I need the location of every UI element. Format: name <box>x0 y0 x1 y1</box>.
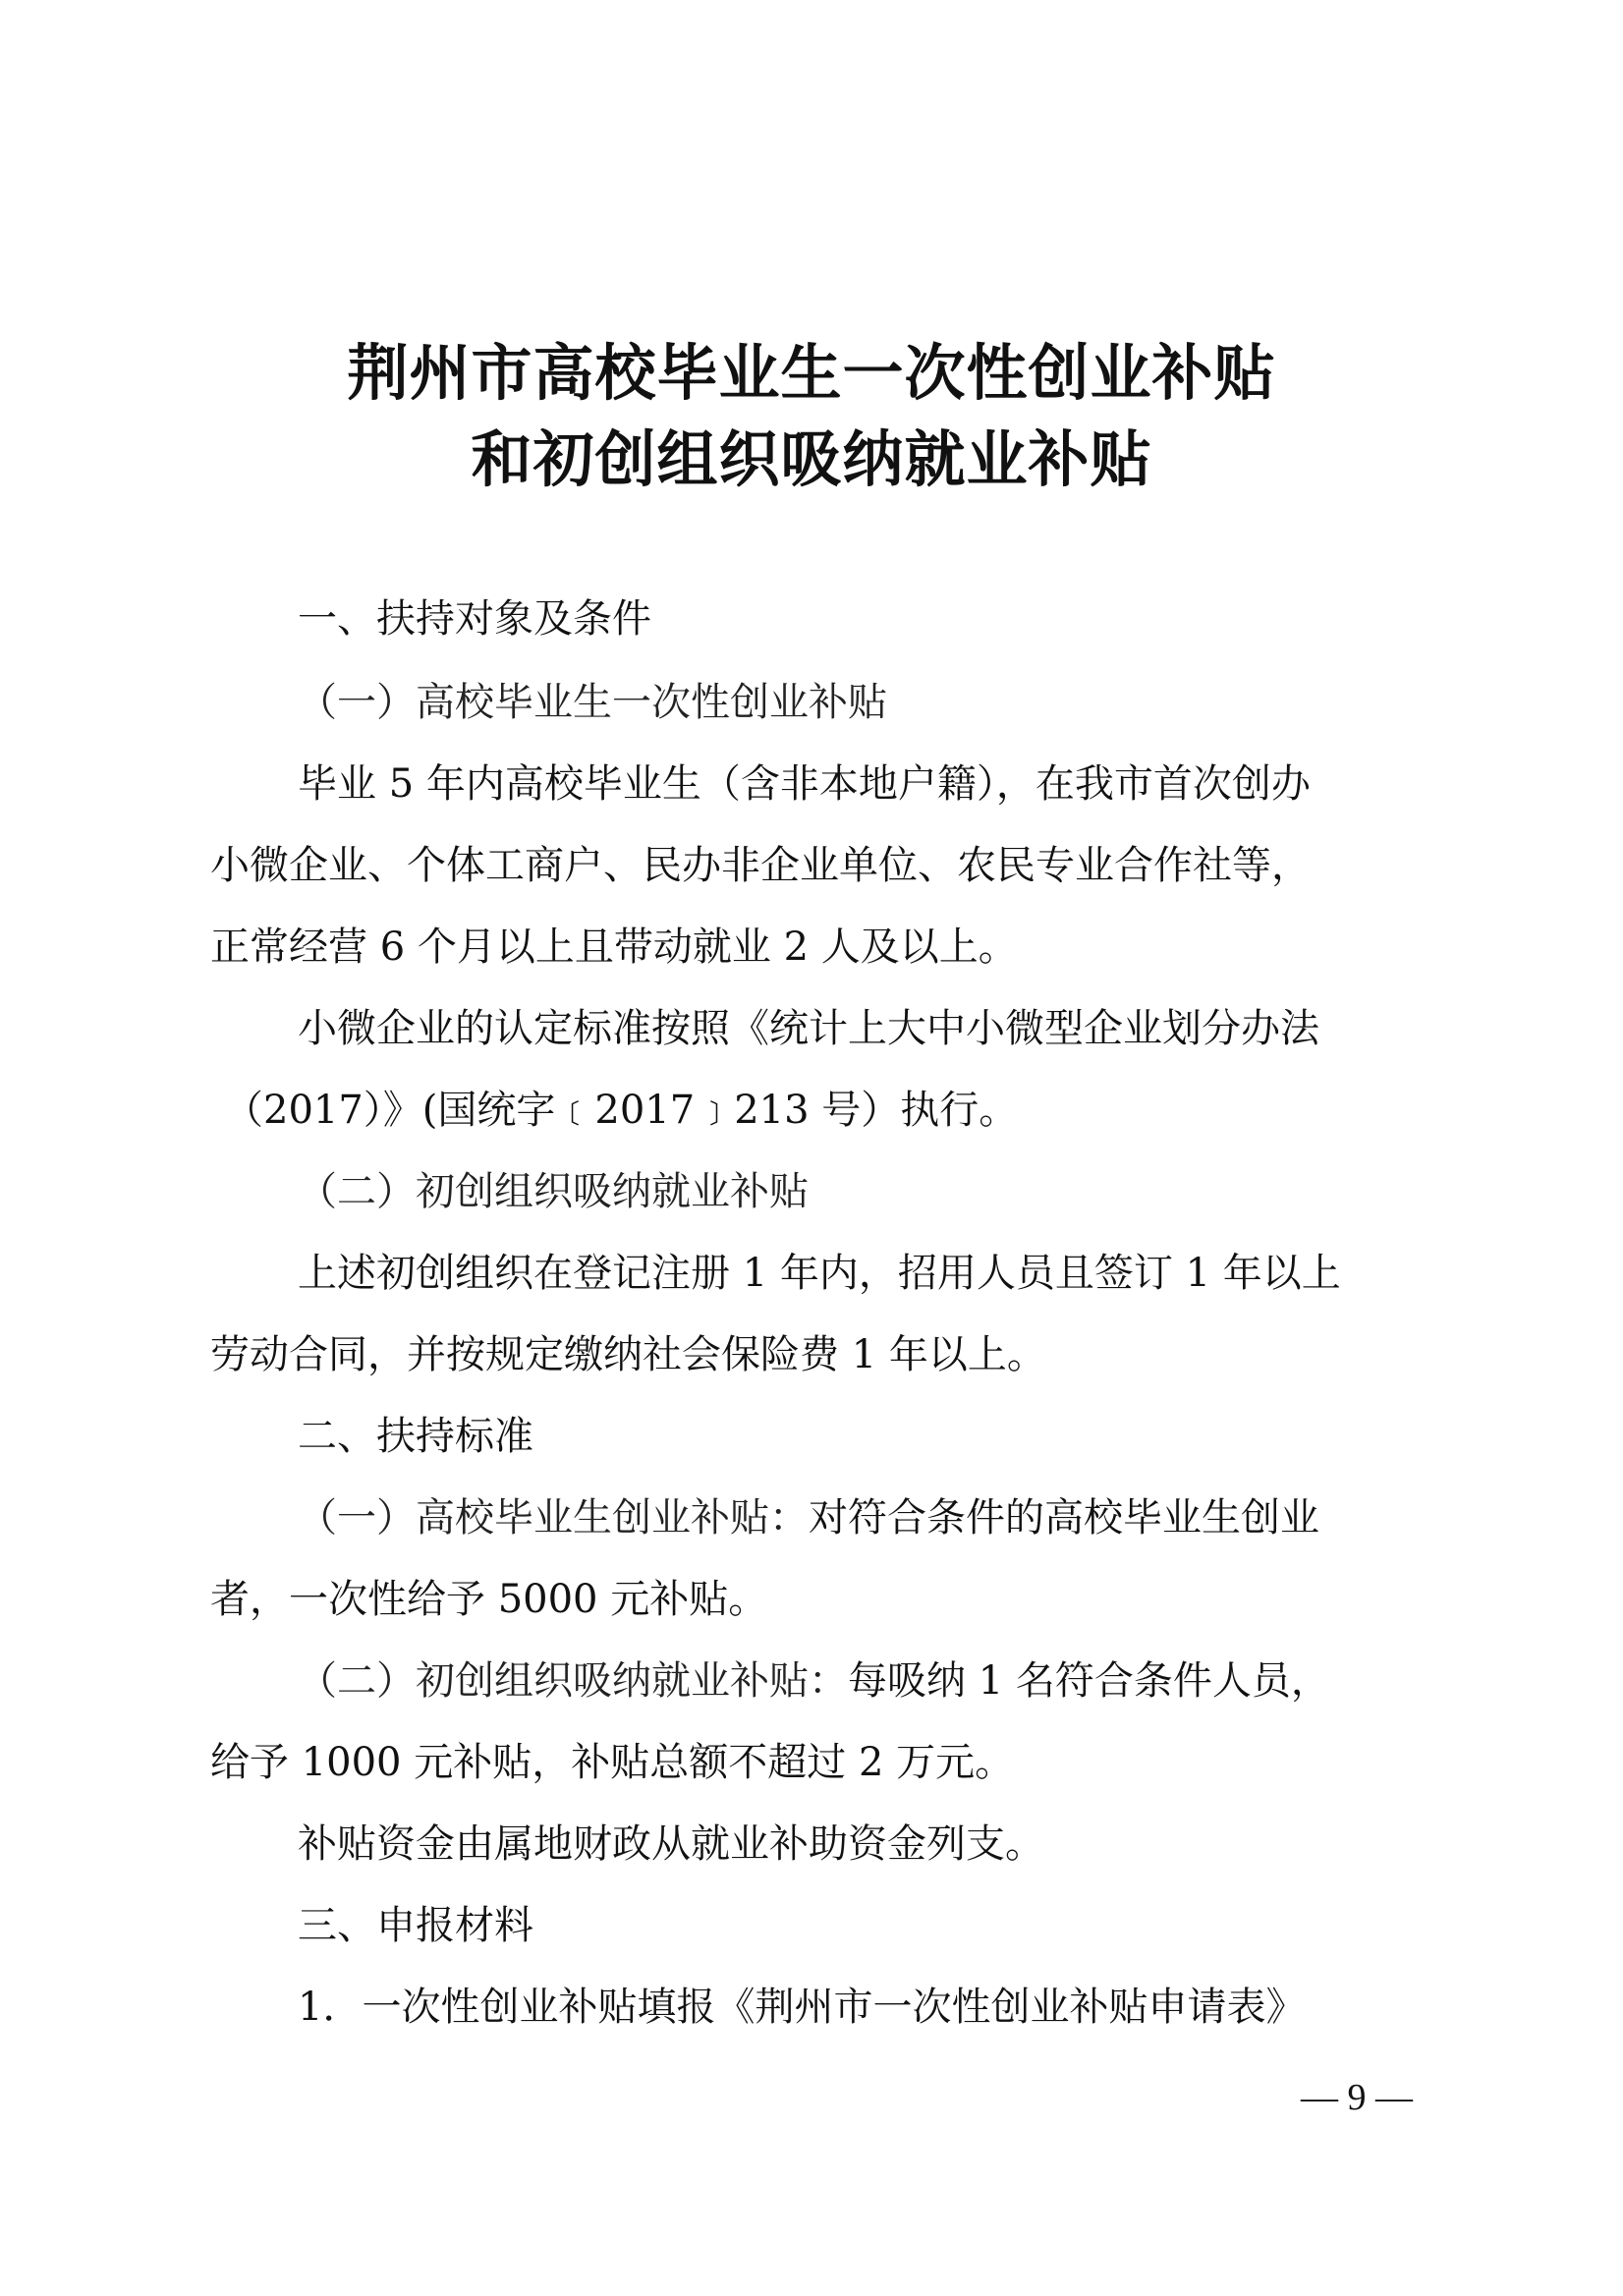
paragraph-line: 毕业 5 年内高校毕业生（含非本地户籍），在我市首次创办 <box>298 761 1311 807</box>
paragraph-line: 小微企业、个体工商户、民办非企业单位、农民专业合作社等， <box>210 843 1311 888</box>
standard-item-2-label: （二）初创组织吸纳就业补贴： <box>298 1658 848 1704</box>
funding-note: 补贴资金由属地财政从就业补助资金列支。 <box>298 1821 1044 1867</box>
paragraph-line: （2017）》(国统字﹝2017﹞213 号）执行。 <box>224 1088 1019 1133</box>
paragraph-line: 上述初创组织在登记注册 1 年内，招用人员且签订 1 年以上 <box>298 1251 1341 1296</box>
standard-item-2-text: 每吸纳 1 名符合条件人员， <box>848 1658 1330 1704</box>
paragraph-line: 者，一次性给予 5000 元补贴。 <box>210 1577 768 1622</box>
standard-item-1-label: （一）高校毕业生创业补贴： <box>298 1495 809 1540</box>
material-item-1: 1．一次性创业补贴填报《荆州市一次性创业补贴申请表》 <box>298 1985 1306 2030</box>
standard-item-1 <box>298 1495 1319 1540</box>
section-3-heading: 三、申报材料 <box>298 1903 533 1948</box>
paragraph-line: 正常经营 6 个月以上且带动就业 2 人及以上。 <box>210 924 1018 970</box>
document-title-line-1: 荆州市高校毕业生一次性创业补贴 <box>347 337 1276 409</box>
document-title-line-2: 和初创组织吸纳就业补贴 <box>471 423 1152 495</box>
paragraph-line: 给予 1000 元补贴，补贴总额不超过 2 万元。 <box>210 1740 1015 1785</box>
section-1-heading: 一、扶持对象及条件 <box>298 596 651 642</box>
paragraph-line: 劳动合同，并按规定缴纳社会保险费 1 年以上。 <box>210 1332 1046 1377</box>
standard-item-1-text: 对符合条件的高校毕业生创业 <box>809 1495 1319 1540</box>
standard-item-2 <box>298 1658 1330 1704</box>
page-number: — 9 — <box>1301 2077 1413 2118</box>
paragraph-line: 小微企业的认定标准按照《统计上大中小微型企业划分办法 <box>298 1006 1319 1051</box>
section-2-heading: 二、扶持标准 <box>298 1414 533 1459</box>
section-1-sub-1-heading: （一）高校毕业生一次性创业补贴 <box>298 680 887 725</box>
section-1-sub-2-heading: （二）初创组织吸纳就业补贴 <box>298 1169 809 1214</box>
